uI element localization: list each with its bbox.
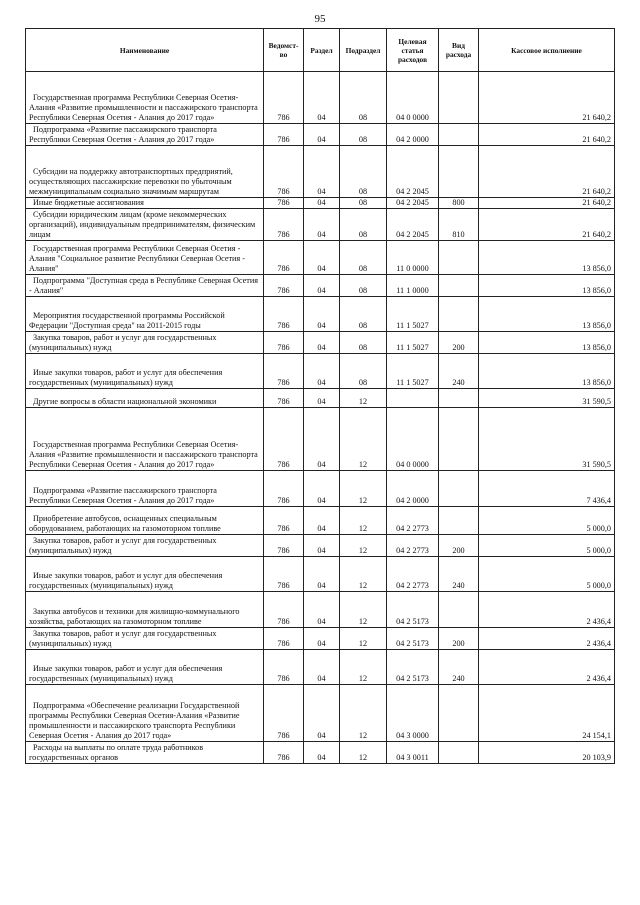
cell-razdel: 04 [304,275,340,297]
table-row [26,198,615,209]
cell-podrazdel: 08 [340,354,387,389]
cell-csr: 04 2 0000 [387,471,439,507]
cell-ved: 786 [264,628,304,650]
cell-name: Закупка товаров, работ и услуг для государственных (муниципальных) нужд [26,332,264,354]
cell-name: Расходы на выплаты по оплате труда работников государственных органов [26,742,264,764]
cell-podrazdel: 12 [340,471,387,507]
cell-ved: 786 [264,297,304,332]
cell-amount: 21 640,2 [479,72,615,124]
cell-amount: 31 590,5 [479,408,615,471]
header-vr: Вид расхода [439,29,479,72]
cell-amount: 2 436,4 [479,592,615,628]
table-row [26,332,615,354]
cell-vr: 200 [439,535,479,557]
cell-name: Мероприятия государственной программы Российской Федерации "Доступная среда" на 2011-2015 годы [26,297,264,332]
cell-amount: 13 856,0 [479,297,615,332]
cell-razdel: 04 [304,146,340,198]
cell-csr: 04 2 2773 [387,507,439,535]
cell-razdel: 04 [304,124,340,146]
cell-ved: 786 [264,742,304,764]
table-row [26,628,615,650]
cell-name: Подпрограмма «Обеспечение реализации Государственной программы Республики Северная Осетия-Алания «Развитие промышленности и пассажирского транспорта Республики Северная Осетия - Алания до 2017 года» [26,685,264,742]
cell-name: Подпрограмма «Развитие пассажирского транспорта Республики Северная Осетия - Алания до 2017 года» [26,124,264,146]
cell-vr [439,685,479,742]
cell-name: Иные закупки товаров, работ и услуг для обеспечения государственных (муниципальных) нужд [26,354,264,389]
cell-ved: 786 [264,198,304,209]
cell-ved: 786 [264,354,304,389]
cell-ved: 786 [264,507,304,535]
cell-csr: 11 1 5027 [387,297,439,332]
cell-vr [439,124,479,146]
cell-ved: 786 [264,471,304,507]
cell-csr: 04 0 0000 [387,72,439,124]
cell-podrazdel: 08 [340,146,387,198]
cell-name: Государственная программа Республики Северная Осетия-Алания «Развитие промышленности и пассажирского транспорта Республики Северная Осетия - Алания до 2017 года» [26,72,264,124]
cell-vr: 800 [439,198,479,209]
cell-amount: 13 856,0 [479,275,615,297]
cell-ved: 786 [264,124,304,146]
cell-vr: 200 [439,628,479,650]
cell-name: Государственная программа Республики Северная Осетия - Алания "Социальное развитие Республики Северная Осетия - Алания" [26,241,264,275]
cell-razdel: 04 [304,535,340,557]
cell-podrazdel: 12 [340,557,387,592]
cell-amount: 5 000,0 [479,557,615,592]
cell-ved: 786 [264,241,304,275]
cell-vr [439,507,479,535]
table-row [26,685,615,742]
page-number: 95 [314,13,326,25]
cell-razdel: 04 [304,72,340,124]
cell-name: Иные закупки товаров, работ и услуг для обеспечения государственных (муниципальных) нужд [26,650,264,685]
cell-name: Закупка товаров, работ и услуг для государственных (муниципальных) нужд [26,628,264,650]
cell-ved: 786 [264,146,304,198]
cell-name: Государственная программа Республики Северная Осетия-Алания «Развитие промышленности и пассажирского транспорта Республики Северная Осетия - Алания до 2017 года» [26,408,264,471]
cell-vr [439,275,479,297]
cell-ved: 786 [264,209,304,241]
cell-amount: 5 000,0 [479,507,615,535]
cell-csr: 04 2 5173 [387,650,439,685]
cell-podrazdel: 12 [340,389,387,408]
table-row [26,742,615,764]
cell-csr: 11 1 0000 [387,275,439,297]
table-row [26,354,615,389]
cell-podrazdel: 12 [340,592,387,628]
table-header-row [26,29,615,72]
cell-podrazdel: 12 [340,535,387,557]
cell-amount: 7 436,4 [479,471,615,507]
cell-ved: 786 [264,408,304,471]
cell-ved: 786 [264,389,304,408]
cell-csr: 04 2 2773 [387,557,439,592]
cell-name: Закупка автобусов и техники для жилищно-коммунального хозяйства, работающих на газомоторном топливе [26,592,264,628]
cell-amount: 21 640,2 [479,209,615,241]
cell-amount: 13 856,0 [479,354,615,389]
cell-podrazdel: 12 [340,742,387,764]
table-row [26,389,615,408]
table-row [26,209,615,241]
cell-razdel: 04 [304,507,340,535]
cell-vr [439,742,479,764]
cell-razdel: 04 [304,332,340,354]
cell-podrazdel: 08 [340,297,387,332]
cell-razdel: 04 [304,198,340,209]
cell-vr [439,408,479,471]
cell-razdel: 04 [304,408,340,471]
cell-podrazdel: 12 [340,408,387,471]
cell-razdel: 04 [304,471,340,507]
cell-csr [387,389,439,408]
cell-amount: 13 856,0 [479,332,615,354]
cell-razdel: 04 [304,241,340,275]
cell-razdel: 04 [304,628,340,650]
cell-csr: 04 3 0011 [387,742,439,764]
cell-name: Приобретение автобусов, оснащенных специальным оборудованием, работающих на газомоторном топливе [26,507,264,535]
cell-podrazdel: 08 [340,124,387,146]
cell-ved: 786 [264,332,304,354]
cell-podrazdel: 12 [340,650,387,685]
cell-podrazdel: 08 [340,275,387,297]
cell-razdel: 04 [304,354,340,389]
cell-name: Иные закупки товаров, работ и услуг для обеспечения государственных (муниципальных) нужд [26,557,264,592]
cell-name: Субсидии на поддержку автотранспортных предприятий, осуществляющих пассажирские перевозки по убыточным межмуниципальным социально значимым маршрутам [26,146,264,198]
table-row [26,557,615,592]
table-row [26,124,615,146]
cell-razdel: 04 [304,557,340,592]
cell-csr: 04 2 2045 [387,198,439,209]
cell-csr: 04 2 2773 [387,535,439,557]
cell-name: Подпрограмма «Развитие пассажирского транспорта Республики Северная Осетия - Алания до 2017 года» [26,471,264,507]
header-podrazdel: Подраздел [340,29,387,72]
cell-podrazdel: 08 [340,198,387,209]
cell-vr [439,389,479,408]
cell-ved: 786 [264,592,304,628]
cell-razdel: 04 [304,592,340,628]
cell-name: Субсидии юридическим лицам (кроме некоммерческих организаций), индивидуальным предпринимателям, физическим лицам [26,209,264,241]
cell-amount: 5 000,0 [479,535,615,557]
cell-podrazdel: 08 [340,209,387,241]
cell-csr: 11 0 0000 [387,241,439,275]
cell-vr [439,471,479,507]
cell-razdel: 04 [304,685,340,742]
cell-razdel: 04 [304,742,340,764]
cell-vr [439,241,479,275]
header-ved: Ведомст-во [264,29,304,72]
cell-podrazdel: 08 [340,72,387,124]
cell-csr: 04 3 0000 [387,685,439,742]
cell-podrazdel: 12 [340,507,387,535]
cell-amount: 13 856,0 [479,241,615,275]
cell-ved: 786 [264,72,304,124]
cell-vr: 240 [439,650,479,685]
cell-csr: 11 1 5027 [387,354,439,389]
cell-razdel: 04 [304,650,340,685]
cell-csr: 04 2 2045 [387,146,439,198]
cell-vr: 240 [439,354,479,389]
table-row [26,275,615,297]
cell-podrazdel: 08 [340,241,387,275]
cell-amount: 2 436,4 [479,628,615,650]
cell-amount: 31 590,5 [479,389,615,408]
table-row [26,241,615,275]
cell-vr: 240 [439,557,479,592]
cell-csr: 04 2 2045 [387,209,439,241]
cell-ved: 786 [264,535,304,557]
cell-vr: 810 [439,209,479,241]
cell-csr: 04 0 0000 [387,408,439,471]
table-row [26,297,615,332]
cell-csr: 11 1 5027 [387,332,439,354]
table-row [26,650,615,685]
cell-vr [439,146,479,198]
cell-ved: 786 [264,685,304,742]
budget-table [25,28,615,764]
cell-amount: 24 154,1 [479,685,615,742]
cell-podrazdel: 08 [340,332,387,354]
cell-amount: 21 640,2 [479,124,615,146]
cell-csr: 04 2 0000 [387,124,439,146]
cell-csr: 04 2 5173 [387,592,439,628]
cell-name: Другие вопросы в области национальной экономики [26,389,264,408]
header-razdel: Раздел [304,29,340,72]
cell-name: Подпрограмма "Доступная среда в Республике Северная Осетия - Алания" [26,275,264,297]
table-row [26,72,615,124]
cell-amount: 21 640,2 [479,146,615,198]
header-name: Наименование [26,29,264,72]
cell-vr [439,297,479,332]
cell-razdel: 04 [304,297,340,332]
header-csr: Целевая статья расходов [387,29,439,72]
table-row [26,507,615,535]
cell-podrazdel: 12 [340,628,387,650]
cell-csr: 04 2 5173 [387,628,439,650]
cell-vr [439,72,479,124]
cell-amount: 2 436,4 [479,650,615,685]
cell-razdel: 04 [304,389,340,408]
cell-ved: 786 [264,557,304,592]
cell-vr [439,592,479,628]
cell-amount: 21 640,2 [479,198,615,209]
cell-amount: 20 103,9 [479,742,615,764]
cell-razdel: 04 [304,209,340,241]
table-row [26,592,615,628]
header-amount: Кассовое исполнение [479,29,615,72]
table-row [26,535,615,557]
cell-ved: 786 [264,275,304,297]
table-row [26,408,615,471]
cell-podrazdel: 12 [340,685,387,742]
table-row [26,471,615,507]
cell-name: Иные бюджетные ассигнования [26,198,264,209]
cell-vr: 200 [439,332,479,354]
table-row [26,146,615,198]
cell-ved: 786 [264,650,304,685]
cell-name: Закупка товаров, работ и услуг для государственных (муниципальных) нужд [26,535,264,557]
